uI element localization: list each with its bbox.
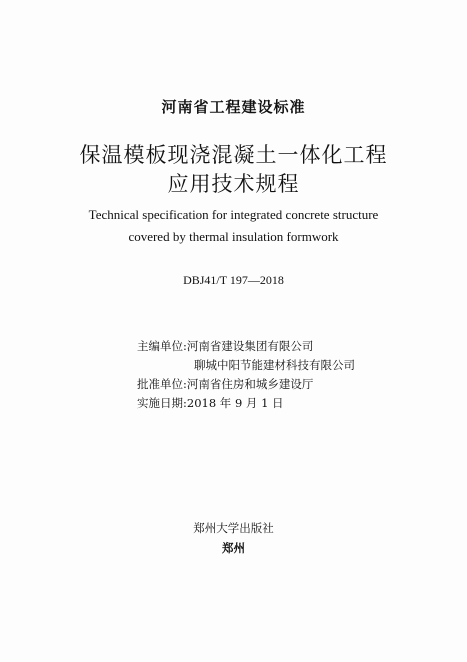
approver-label: 批准单位: xyxy=(137,377,187,391)
approver-row xyxy=(137,375,355,394)
title-line-1: 保温模板现浇混凝土一体化工程 xyxy=(79,143,388,167)
title-line-2: 应用技术规程 xyxy=(167,172,300,196)
english-title-line-2: covered by thermal insulation formwork xyxy=(128,229,339,244)
editor-1: 河南省建设集团有限公司 xyxy=(186,339,314,353)
editor-row-2 xyxy=(137,356,355,375)
approver: 河南省住房和城乡建设厅 xyxy=(186,377,314,391)
date-row xyxy=(137,394,355,413)
effective-date: 2018 年 9 月 1 日 xyxy=(186,396,284,410)
date-label: 实施日期: xyxy=(137,396,187,410)
standard-code: DBJ41/T 197—2018 xyxy=(183,273,284,287)
editor-2: 聊城中阳节能建材科技有限公司 xyxy=(194,358,355,372)
standard-category: 河南省工程建设标准 xyxy=(161,98,306,116)
publisher: 郑州大学出版社 xyxy=(193,521,274,535)
editor-row xyxy=(137,337,355,356)
info-block xyxy=(137,337,355,413)
publisher-city: 郑州 xyxy=(222,541,245,555)
editor-label: 主编单位: xyxy=(137,339,187,353)
english-title-line-1: Technical specification for integrated concrete structure xyxy=(88,207,379,222)
